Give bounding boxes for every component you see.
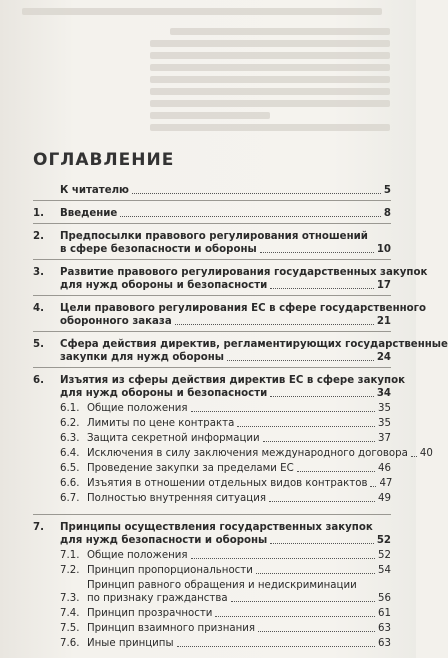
- toc-subentry: [33, 549, 391, 562]
- page-number: 56: [378, 593, 391, 604]
- page-number: 21: [376, 316, 391, 327]
- dot-leader: [270, 288, 374, 289]
- page-number: 47: [379, 478, 393, 489]
- dot-leader: [237, 426, 375, 427]
- entry-title-line: закупки для нужд обороны: [60, 352, 225, 363]
- entry-title: [60, 338, 448, 364]
- dot-leader: [297, 471, 375, 472]
- subentry-title: [87, 492, 391, 505]
- entry-number: 2.: [33, 231, 44, 242]
- dot-leader: [191, 411, 376, 412]
- table-of-contents: [33, 184, 448, 656]
- entry-title-line: Общие положения: [87, 550, 188, 561]
- entry-title: [60, 302, 426, 328]
- toc-entry-row: [33, 207, 391, 220]
- entry-title-line: Полностью внутренняя ситуация: [87, 493, 266, 504]
- dot-leader: [370, 486, 376, 487]
- toc-subentry: [33, 492, 391, 505]
- entry-last-line: [87, 564, 391, 577]
- entry-last-line: [60, 387, 391, 400]
- divider: [33, 331, 391, 332]
- entry-last-line: [60, 315, 391, 328]
- divider: [33, 200, 391, 201]
- divider: [33, 514, 391, 515]
- toc-entry-row: [33, 266, 428, 292]
- entry-last-line: [87, 549, 391, 562]
- entry-title: [60, 521, 391, 547]
- entry-last-line: [87, 462, 391, 475]
- subentry-title: [87, 622, 391, 635]
- entry-title: [60, 266, 428, 292]
- page-number: 24: [376, 352, 391, 363]
- page-number: 52: [376, 535, 391, 546]
- dot-leader: [258, 631, 375, 632]
- toc-entry: [33, 184, 391, 197]
- toc-entry-row: [33, 230, 391, 256]
- entry-title-line: Принципы осуществления государственных закупок: [60, 522, 373, 533]
- entry-title-line: Предпосылки правового регулирования отношений: [60, 231, 368, 242]
- divider: [33, 223, 391, 224]
- entry-last-line: [87, 432, 391, 445]
- page-number: 37: [378, 433, 391, 444]
- entry-title-line: Сфера действия директив, регламентирующих государственные: [60, 339, 448, 350]
- subentry-number: 6.4.: [60, 448, 80, 459]
- subentry-title: [87, 549, 391, 562]
- page-number: 35: [378, 403, 391, 414]
- entry-title-line: по признаку гражданства: [87, 593, 228, 604]
- subentry-title: [87, 477, 392, 490]
- dot-leader: [120, 216, 381, 217]
- toc-entry-row: [33, 302, 426, 328]
- entry-title: [60, 207, 391, 220]
- dot-leader: [215, 616, 375, 617]
- subentry-number: 7.1.: [60, 550, 80, 561]
- entry-last-line: [60, 184, 391, 197]
- entry-title-line: К читателю: [60, 185, 129, 196]
- page-number: 34: [376, 388, 391, 399]
- subentry-number: 6.3.: [60, 433, 80, 444]
- entry-last-line: [87, 492, 391, 505]
- subentry-title: [87, 417, 391, 430]
- dot-leader: [175, 324, 374, 325]
- toc-entry-row: [33, 374, 405, 400]
- dot-leader: [256, 573, 375, 574]
- toc-entry-row: [33, 338, 448, 364]
- subentry-title: [87, 447, 433, 460]
- entry-title-line: для нужд обороны и безопасности: [60, 280, 268, 291]
- dot-leader: [132, 193, 381, 194]
- dot-leader: [270, 543, 374, 544]
- entry-title-line: Общие положения: [87, 403, 188, 414]
- entry-title-line: Принцип взаимного признания: [87, 623, 256, 634]
- toc-entry-row: [33, 184, 391, 197]
- entry-title-line: оборонного заказа: [60, 316, 172, 327]
- subentry-number: 7.5.: [60, 623, 80, 634]
- entry-title-line: в сфере безопасности и обороны: [60, 244, 257, 255]
- toc-entry: [33, 302, 426, 328]
- divider: [33, 259, 391, 260]
- subentry-number: 6.6.: [60, 478, 80, 489]
- entry-last-line: [87, 592, 391, 605]
- page-number: 8: [383, 208, 391, 219]
- entry-title-line: Лимиты по цене контракта: [87, 418, 235, 429]
- entry-last-line: [87, 477, 392, 490]
- entry-last-line: [87, 637, 391, 650]
- dot-leader: [270, 396, 374, 397]
- subentry-title: [87, 579, 391, 605]
- subentry-number: 6.1.: [60, 403, 80, 414]
- toc-entry: [33, 521, 391, 547]
- entry-title-line: Развитие правового регулирования государственных закупок: [60, 267, 428, 278]
- subentry-number: 7.4.: [60, 608, 80, 619]
- entry-title-line: Цели правового регулирования ЕС в сфере государственного: [60, 303, 426, 314]
- page-number: 61: [378, 608, 391, 619]
- entry-title-line: Исключения в силу заключения международного договора: [87, 448, 408, 459]
- toc-entry: [33, 338, 448, 364]
- entry-last-line: [87, 402, 391, 415]
- entry-last-line: [87, 447, 433, 460]
- entry-title-line: Принцип пропорциональности: [87, 565, 253, 576]
- dot-leader: [177, 646, 376, 647]
- page-number: 63: [378, 638, 391, 649]
- entry-title: [60, 230, 391, 256]
- toc-subentry: [33, 402, 391, 415]
- entry-title-line: Изъятия из сферы действия директив ЕС в сфере закупок: [60, 375, 405, 386]
- subentry-number: 7.6.: [60, 638, 80, 649]
- entry-title-line: Принцип равного обращения и недискриминации: [87, 580, 357, 591]
- subentry-title: [87, 637, 391, 650]
- toc-subentry: [33, 477, 391, 490]
- subentry-number: 6.2.: [60, 418, 80, 429]
- entry-title-line: для нужд безопасности и обороны: [60, 535, 268, 546]
- divider: [33, 295, 391, 296]
- toc-subentry: [33, 622, 391, 635]
- dot-leader: [231, 601, 375, 602]
- entry-title: [60, 184, 391, 197]
- entry-title: [60, 374, 405, 400]
- toc-subentry: [33, 447, 433, 460]
- entry-number: 7.: [33, 522, 44, 533]
- subentry-number: 7.3.: [60, 593, 80, 604]
- toc-subentry: [33, 417, 391, 430]
- page-number: 10: [376, 244, 391, 255]
- entry-title-line: Защита секретной информации: [87, 433, 260, 444]
- subentry-title: [87, 432, 391, 445]
- subentry-number: 6.5.: [60, 463, 80, 474]
- entry-last-line: [87, 622, 391, 635]
- page-number: 46: [378, 463, 391, 474]
- entry-number: 4.: [33, 303, 44, 314]
- entry-title-line: для нужд обороны и безопасности: [60, 388, 268, 399]
- page-number: 52: [378, 550, 391, 561]
- dot-leader: [269, 501, 375, 502]
- entry-number: 6.: [33, 375, 44, 386]
- entry-last-line: [60, 279, 391, 292]
- entry-last-line: [60, 207, 391, 220]
- entry-last-line: [60, 351, 391, 364]
- divider: [33, 367, 391, 368]
- subentry-title: [87, 402, 391, 415]
- entry-title-line: Введение: [60, 208, 118, 219]
- page-number: 35: [378, 418, 391, 429]
- subentry-title: [87, 607, 391, 620]
- dot-leader: [227, 360, 374, 361]
- entry-last-line: [60, 243, 391, 256]
- toc-subentry: [33, 462, 391, 475]
- show-through-text: [0, 0, 416, 140]
- toc-subentry: [33, 564, 391, 577]
- page-number: 54: [378, 565, 391, 576]
- dot-leader: [260, 252, 374, 253]
- toc-subentry: [33, 432, 391, 445]
- spacer: [33, 507, 391, 511]
- spacer: [33, 652, 391, 656]
- page-number: 5: [383, 185, 391, 196]
- entry-last-line: [87, 417, 391, 430]
- page-number: 63: [378, 623, 391, 634]
- entry-number: 3.: [33, 267, 44, 278]
- toc-entry: [33, 230, 391, 256]
- entry-last-line: [60, 534, 391, 547]
- subentry-number: 7.2.: [60, 565, 80, 576]
- toc-entry: [33, 374, 405, 400]
- page-number: 17: [376, 280, 391, 291]
- entry-title-line: Принцип прозрачности: [87, 608, 213, 619]
- entry-title-line: Иные принципы: [87, 638, 174, 649]
- entry-number: 5.: [33, 339, 44, 350]
- toc-subentry: [33, 637, 391, 650]
- page-title: ОГЛАВЛЕНИЕ: [33, 150, 175, 170]
- dot-leader: [191, 558, 376, 559]
- dot-leader: [411, 456, 417, 457]
- toc-subentry: [33, 607, 391, 620]
- entry-number: 1.: [33, 208, 44, 219]
- page-number: 40: [419, 448, 433, 459]
- subentry-title: [87, 564, 391, 577]
- toc-entry: [33, 266, 428, 292]
- subentry-title: [87, 462, 391, 475]
- entry-title-line: Проведение закупки за пределами ЕС: [87, 463, 294, 474]
- entry-last-line: [87, 607, 391, 620]
- toc-entry: [33, 207, 391, 220]
- dot-leader: [263, 441, 375, 442]
- toc-subentry: [33, 579, 391, 605]
- subentry-number: 6.7.: [60, 493, 80, 504]
- page-number: 49: [378, 493, 391, 504]
- toc-entry-row: [33, 521, 391, 547]
- entry-title-line: Изъятия в отношении отдельных видов контрактов: [87, 478, 368, 489]
